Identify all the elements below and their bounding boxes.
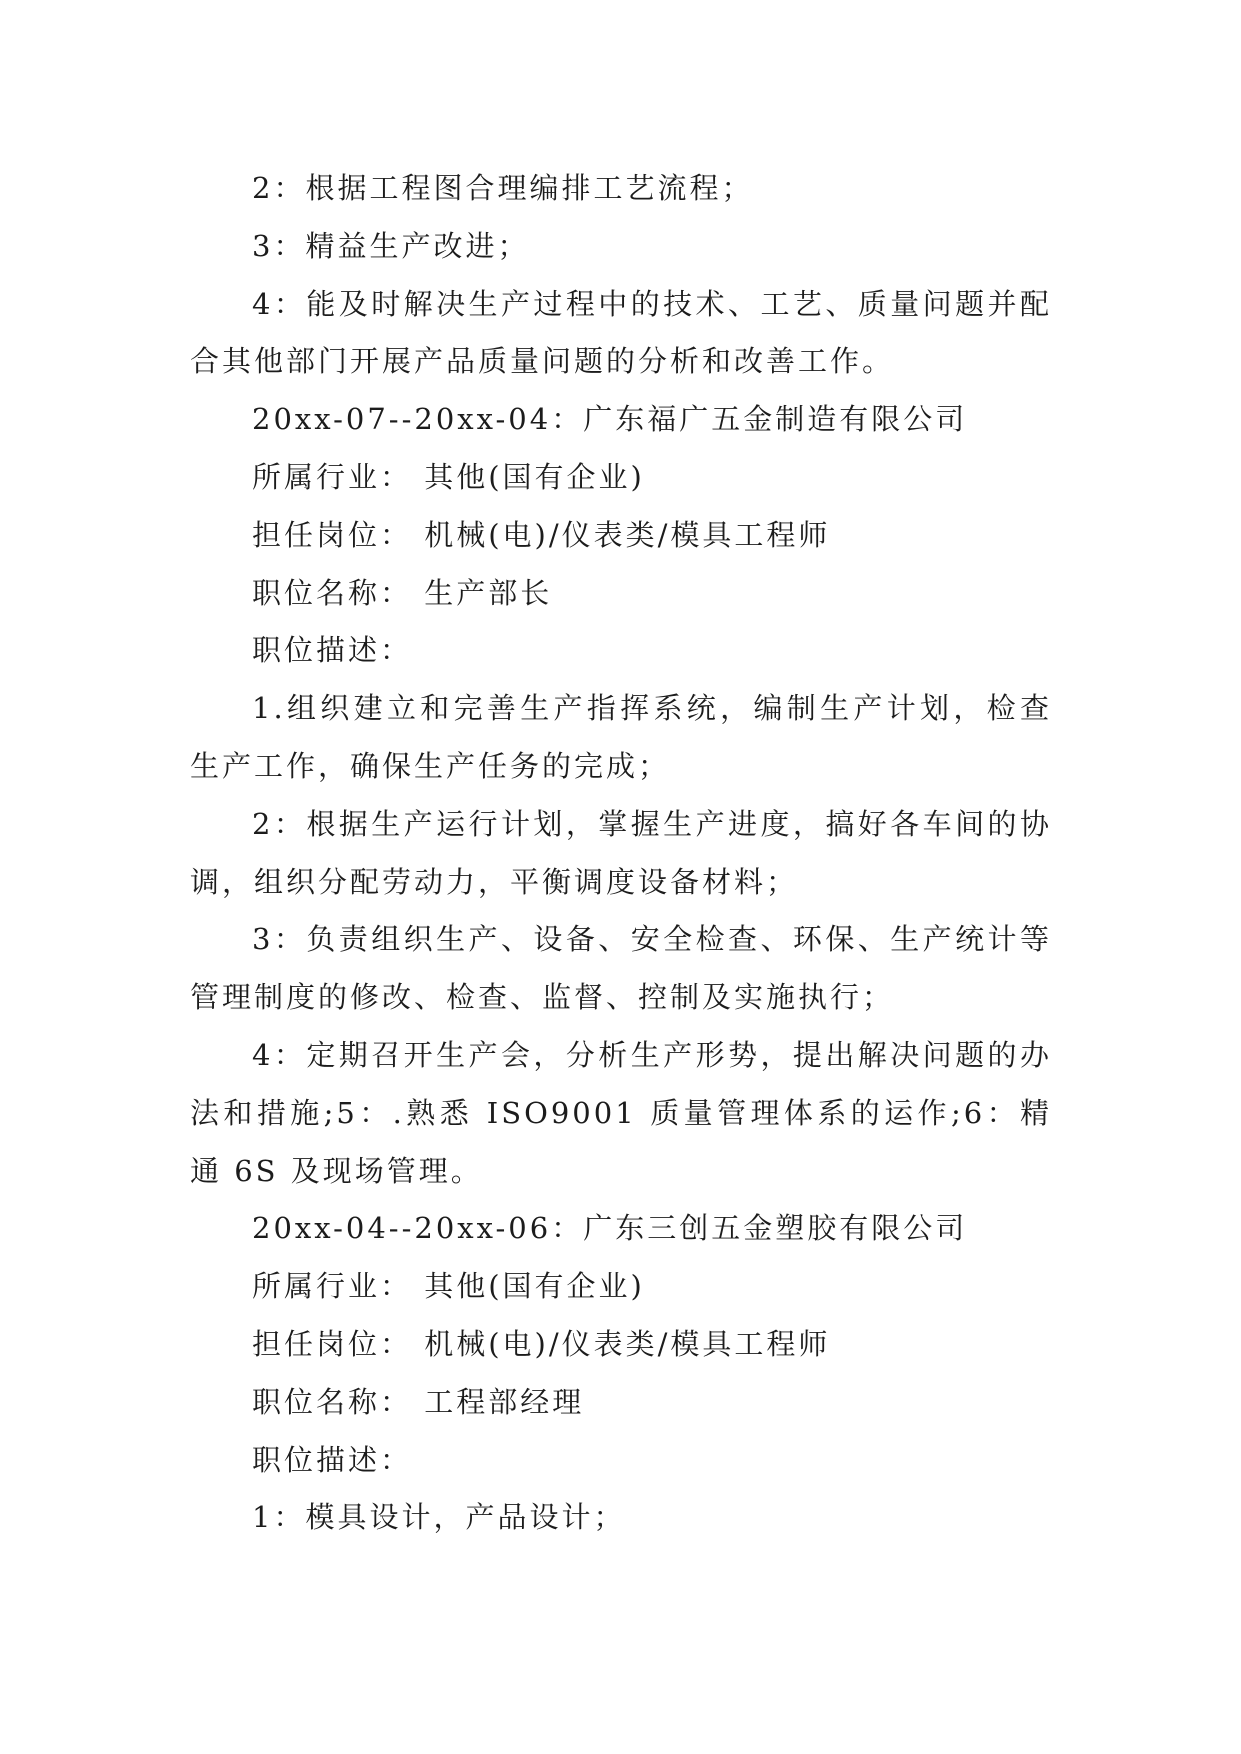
duty-item-2: 2：根据生产运行计划，掌握生产进度，搞好各车间的协调，组织分配劳动力，平衡调度设备材料； <box>190 806 1052 899</box>
position-line-1: 担任岗位： 机械(电)/仪表类/模具工程师 <box>252 517 831 552</box>
industry-line-1: 所属行业： 其他(国有企业) <box>252 459 645 494</box>
job-title-line-1: 职位名称： 生产部长 <box>252 575 553 610</box>
job-title-line-2: 职位名称： 工程部经理 <box>252 1384 585 1419</box>
duty-item-1: 1.组织建立和完善生产指挥系统，编制生产计划，检查生产工作，确保生产任务的完成； <box>190 691 1052 783</box>
duty-item-3: 3：负责组织生产、设备、安全检查、环保、生产统计等管理制度的修改、检查、监督、控制及实施执行； <box>190 922 1052 1015</box>
job-period-heading-1: 20xx-07--20xx-04：广东福广五金制造有限公司 <box>252 402 968 437</box>
position-line-2: 担任岗位： 机械(电)/仪表类/模具工程师 <box>252 1326 831 1361</box>
paragraph-step-4-quality-issues: 4：能及时解决生产过程中的技术、工艺、质量问题并配合其他部门开展产品质量问题的分析和改善工作。 <box>190 286 1052 379</box>
job-description-label-2: 职位描述： <box>252 1442 413 1477</box>
duty-item-4-6: 4：定期召开生产会，分析生产形势，提出解决问题的办法和措施;5：.熟悉 ISO9001 质量管理体系的运作;6：精通 6S 及现场管理。 <box>190 1037 1052 1188</box>
paragraph-step-3-lean-production: 3：精益生产改进； <box>252 228 530 263</box>
job-description-label-1: 职位描述： <box>252 633 413 668</box>
job-period-heading-2: 20xx-04--20xx-06：广东三创五金塑胶有限公司 <box>252 1211 968 1246</box>
document-body <box>190 160 1052 1547</box>
paragraph-step-2-process-planning: 2：根据工程图合理编排工艺流程； <box>252 171 754 205</box>
industry-line-2: 所属行业： 其他(国有企业) <box>252 1269 645 1304</box>
duty-item-design: 1：模具设计，产品设计； <box>252 1500 626 1535</box>
